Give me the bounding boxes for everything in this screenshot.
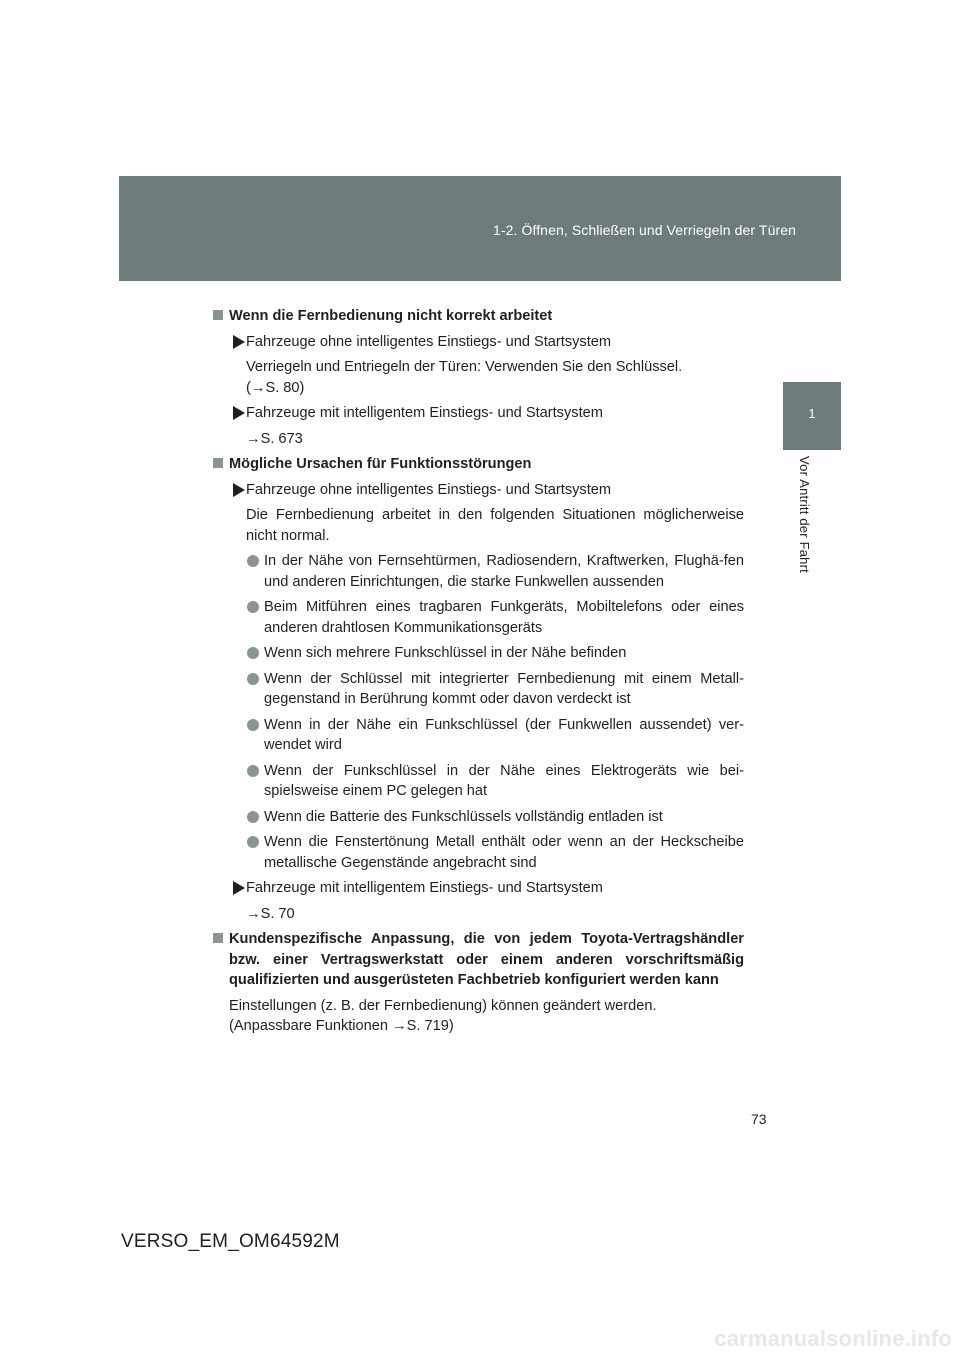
variant-label: Fahrzeuge mit intelligentem Einstiegs- und Startsystem xyxy=(246,880,603,896)
page-content xyxy=(213,306,744,1042)
watermark: carmanualsonline.info xyxy=(714,1326,952,1351)
triangle-right-icon xyxy=(233,483,245,497)
paragraph xyxy=(213,357,744,398)
paragraph: Die Fernbedienung arbeitet in den folgenden Situationen möglicherweise nicht normal. xyxy=(246,507,744,544)
section-title: Mögliche Ursachen für Funktionsstörungen xyxy=(229,456,532,472)
section-heading xyxy=(213,929,744,991)
circle-bullet-icon xyxy=(247,673,259,685)
circle-bullet-icon xyxy=(247,719,259,731)
chapter-side-caption-text: Vor Antritt der Fahrt xyxy=(797,456,812,573)
variant-line xyxy=(213,878,744,899)
page-reference: (Anpassbare Funktionen →S. 719) xyxy=(229,1018,454,1034)
variant-label: Fahrzeuge ohne intelligentes Einstiegs- und Startsystem xyxy=(246,481,612,498)
section-title: Wenn die Fernbedienung nicht korrekt arbeitet xyxy=(229,308,553,324)
section-heading xyxy=(213,306,744,327)
circle-bullet-icon xyxy=(247,836,259,848)
circle-bullet-icon xyxy=(247,555,259,567)
page-reference: →S. 70 xyxy=(246,905,295,922)
list-item-text: Wenn der Funkschlüssel in der Nähe eines Elektrogeräts wie bei-spielsweise einem PC gelegen hat xyxy=(264,762,744,799)
list-item-text: Beim Mitführen eines tragbaren Funkgeräts, Mobiltelefons oder eines anderen drahtlosen Kommunikationsgeräts xyxy=(264,599,744,636)
variant-label: Fahrzeuge ohne intelligentes Einstiegs- und Startsystem xyxy=(246,333,612,350)
list-item-text: Wenn in der Nähe ein Funkschlüssel (der Funkwellen aussendet) ver-wendet wird xyxy=(264,716,744,753)
square-bullet-icon xyxy=(213,458,223,468)
list-item-text: Wenn sich mehrere Funkschlüssel in der Nähe befinden xyxy=(264,645,627,661)
list-item-text: Wenn die Batterie des Funkschlüssels vollständig entladen ist xyxy=(264,808,663,825)
section-title: Kundenspezifische Anpassung, die von jedem Toyota-Vertragshändler bzw. einer Vertragswerkstatt oder einem anderen vorschriftsmäßig qualifizierten und ausgerüsteten Fachbetrieb konfiguriert werden kann xyxy=(229,931,744,988)
section-heading xyxy=(213,454,744,475)
chapter-tab xyxy=(783,382,841,450)
triangle-right-icon xyxy=(233,335,245,349)
document-code: VERSO_EM_OM64592M xyxy=(121,1231,340,1252)
list-item xyxy=(213,807,744,828)
square-bullet-icon xyxy=(213,310,223,320)
list-item xyxy=(213,597,744,638)
page-reference: (→S. 80) xyxy=(246,379,305,396)
square-bullet-icon xyxy=(213,933,223,943)
list-item-text: In der Nähe von Fernsehtürmen, Radiosendern, Kraftwerken, Flughä-fen und anderen Einrichtungen, die starke Funkwellen aussenden xyxy=(264,553,744,590)
paragraph xyxy=(213,996,744,1037)
chapter-number: 1 xyxy=(808,406,816,421)
circle-bullet-icon xyxy=(247,811,259,823)
circle-bullet-icon xyxy=(247,765,259,777)
list-item-text: Wenn die Fenstertönung Metall enthält oder wenn an der Heckscheibe metallische Gegenstände angebracht sind xyxy=(264,834,744,871)
circle-bullet-icon xyxy=(247,647,259,659)
list-item xyxy=(213,669,744,710)
triangle-right-icon xyxy=(233,406,245,420)
list-item xyxy=(213,832,744,873)
paragraph-text: Verriegeln und Entriegeln der Türen: Verwenden Sie den Schlüssel. xyxy=(246,359,683,375)
list-item xyxy=(213,761,744,802)
chapter-title: 1-2. Öffnen, Schließen und Verriegeln der Türen xyxy=(492,222,796,238)
list-item xyxy=(213,643,744,664)
variant-line xyxy=(213,403,744,424)
triangle-right-icon xyxy=(233,881,245,895)
list-item xyxy=(213,551,744,592)
circle-bullet-icon xyxy=(247,601,259,613)
chapter-side-caption xyxy=(783,456,841,606)
chapter-header-band xyxy=(119,176,841,281)
variant-line xyxy=(213,480,744,501)
variant-line xyxy=(213,332,744,353)
list-item xyxy=(213,715,744,756)
paragraph-text: Einstellungen (z. B. der Fernbedienung) können geändert werden. xyxy=(229,997,657,1014)
variant-label: Fahrzeuge mit intelligentem Einstiegs- und Startsystem xyxy=(246,405,603,421)
page-number: 73 xyxy=(751,1111,767,1127)
list-item-text: Wenn der Schlüssel mit integrierter Fernbedienung mit einem Metall-gegenstand in Berührung kommt oder davon verdeckt ist xyxy=(264,670,744,707)
page-reference: →S. 673 xyxy=(246,430,303,447)
